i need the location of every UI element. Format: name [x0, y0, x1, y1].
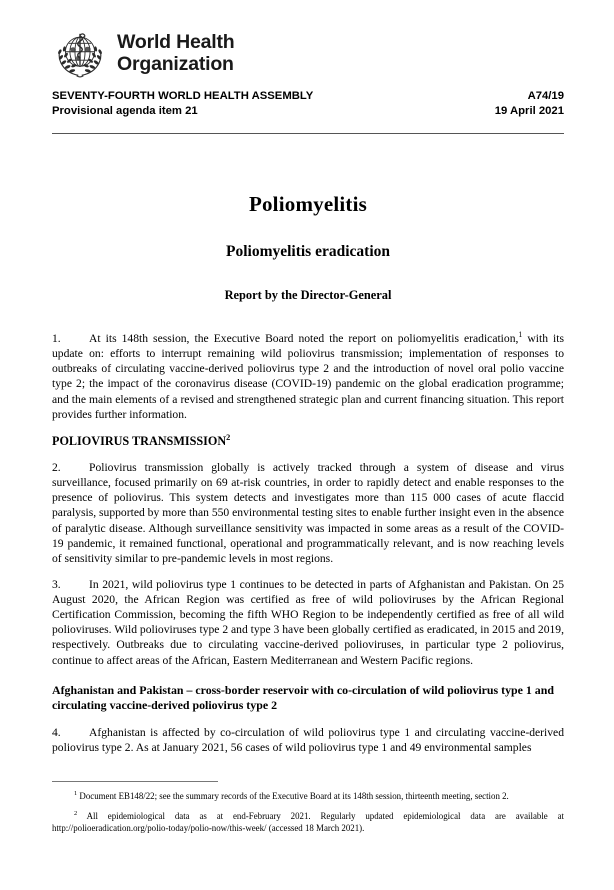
paragraph-4-text: Afghanistan is affected by co-circulation of wild poliovirus type 1 and circulating vaccine-derived poliovirus type 2. As at January 2021, 56 cases of wild poliovirus type 1 and 49 environmental samples — [52, 725, 564, 754]
paragraph-1 — [52, 331, 564, 422]
paragraph-4 — [52, 725, 564, 755]
page-byline: Report by the Director-General — [224, 288, 392, 302]
assembly-header — [52, 89, 564, 119]
paragraph-3-text: In 2021, wild poliovirus type 1 continues to be detected in parts of Afghanistan and Pakistan. On 25 August 2020, the African Region was certified as free of wild polioviruses by the African Regional Certification Commission, becoming the fifth WHO Region to be independently certified as free of all wild polioviruses. Wild polioviruses type 2 and type 3 have been globally certified as eradicated, in 2015 and 2019, respectively. Outbreaks due to circulating vaccine-derived polioviruses, in particular type 2 poliovirus, continue to affect areas of the African, Eastern Mediterranean and Western Pacific regions. — [52, 577, 564, 667]
paragraph-3 — [52, 577, 564, 668]
footnote-2-marker: 2 — [74, 810, 78, 818]
paragraph-2 — [52, 460, 564, 566]
footnote-marker-1: 1 — [518, 330, 523, 340]
subsection-heading-afghanistan-pakistan: Afghanistan and Pakistan – cross-border reservoir with co-circulation of wild poliovirus type 1 and circulating vaccine-derived poliovirus type 2 — [52, 682, 554, 713]
page-subtitle: Poliomyelitis eradication — [225, 243, 390, 260]
footnote-divider — [52, 781, 218, 782]
footnote-2 — [52, 810, 564, 834]
who-wordmark-line1: World Health — [117, 31, 235, 54]
paragraph-3-number: 3. — [52, 577, 61, 591]
paragraph-2-number: 2. — [52, 461, 61, 474]
paragraph-4-number: 4. — [52, 725, 61, 739]
section-heading-poliovirus-transmission — [52, 434, 564, 449]
who-masthead — [52, 26, 235, 82]
header-divider — [52, 133, 564, 134]
paragraph-1-text-part2: with its update on: efforts to interrupt remaining wild poliovirus transmission; implementation of responses to outbreaks of circulating vaccine-derived poliovirus type 2 and the introduction of novel oral polio vaccine type 2; the impact of the coronavirus disease (COVID-19) pandemic on the global eradication programme; and the main elements of a revised and strengthened strategic plan and current financing situation. This report provides further information. — [52, 332, 564, 421]
section-heading-text: POLIOVIRUS TRANSMISSION — [52, 433, 227, 448]
assembly-header-row-2 — [52, 104, 564, 119]
footnote-marker-2: 2 — [226, 432, 231, 442]
assembly-header-row-1 — [52, 89, 564, 104]
document-body — [52, 331, 564, 766]
footnote-1-marker: 1 — [74, 790, 78, 798]
agenda-item: Provisional agenda item 21 — [52, 104, 198, 117]
footnote-2-text: All epidemiological data as at end-February 2021. Regularly updated epidemiological data are available at http://polioeradication.org/polio-today/polio-now/this-week/ (accessed 18 March 2021). — [52, 811, 564, 834]
document-number: A74/19 — [527, 90, 564, 102]
assembly-title: SEVENTY-FOURTH WORLD HEALTH ASSEMBLY — [52, 90, 314, 102]
paragraph-1-number: 1. — [52, 332, 61, 345]
who-wordmark-line2: Organization — [117, 53, 234, 75]
page-title: Poliomyelitis — [248, 192, 368, 216]
footnotes-area — [52, 790, 564, 842]
who-emblem-icon — [52, 26, 108, 82]
document-date: 19 April 2021 — [494, 104, 564, 117]
who-wordmark — [117, 32, 235, 76]
footnote-1 — [52, 790, 564, 802]
paragraph-2-text: Poliovirus transmission globally is actively tracked through a system of disease and virus surveillance, focused primarily on 69 at-risk countries, in order to rapidly detect and enable responses to the presence of poliovirus. This system detects and investigates more than 115 000 cases of acute flaccid paralysis, supported by more than 550 environmental testing sites to enable further insight even in the absence of paralytic disease. Although surveillance sensitivity was impacted in some areas as a result of the COVID-19 pandemic, it remained functional, operational and programmatically relevant, and is now reaching levels of sensitivity similar to pre-pandemic levels in most regions. — [52, 461, 564, 565]
paragraph-1-text-part1: At its 148th session, the Executive Board noted the report on poliomyelitis eradication, — [89, 332, 519, 345]
footnote-1-text: Document EB148/22; see the summary records of the Executive Board at its 148th session, thirteenth meeting, section 2. — [77, 791, 509, 801]
